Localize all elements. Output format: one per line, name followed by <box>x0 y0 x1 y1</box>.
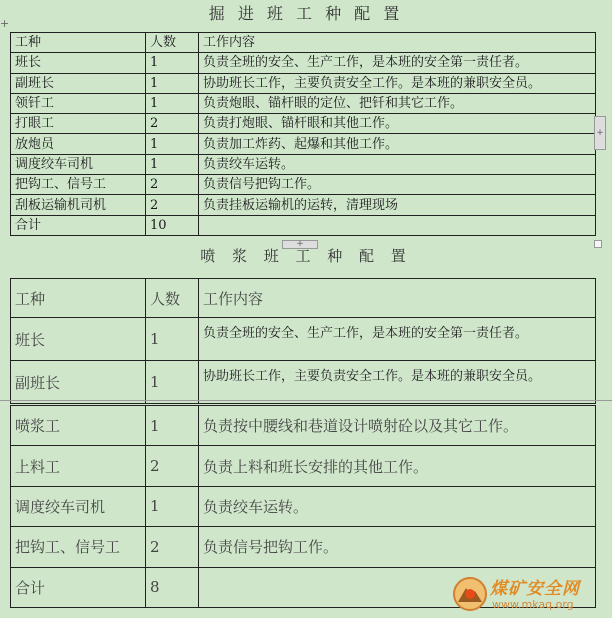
cell-job-type: 领钎工 <box>11 93 146 113</box>
mine-logo-icon <box>452 576 488 612</box>
watermark-logo <box>452 572 602 616</box>
cell-job-type: 班长 <box>11 53 146 73</box>
table-row <box>11 93 596 113</box>
cell-headcount: 8 <box>146 567 199 607</box>
table-header-row <box>11 33 596 53</box>
table-header-row <box>11 279 596 318</box>
cell-job-type: 副班长 <box>11 361 146 404</box>
section1-title: 掘 进 班 工 种 配 置 <box>208 4 404 23</box>
header-cell-duty: 工作内容 <box>199 279 596 318</box>
cell-job-type: 把钩工、信号工 <box>11 527 146 567</box>
cell-headcount: 1 <box>146 154 199 174</box>
cell-duty: 负责上料和班长安排的其他工作。 <box>199 446 596 486</box>
cell-headcount: 2 <box>146 175 199 195</box>
cell-job-type: 调度绞车司机 <box>11 486 146 526</box>
watermark-brand: 煤矿安全网 <box>490 579 580 599</box>
cell-headcount: 1 <box>146 93 199 113</box>
cell-job-type: 打眼工 <box>11 114 146 134</box>
cell-job-type: 合计 <box>11 567 146 607</box>
cell-headcount: 1 <box>146 73 199 93</box>
cell-headcount: 1 <box>146 134 199 154</box>
table-move-handle-icon[interactable]: + <box>0 17 10 30</box>
cell-headcount: 2 <box>146 527 199 567</box>
excavation-team-table <box>10 32 596 236</box>
add-row-handle-icon[interactable]: + <box>282 240 318 249</box>
cell-headcount: 1 <box>146 361 199 404</box>
cell-duty: 负责加工炸药、起爆和其他工作。 <box>199 134 596 154</box>
section2-title: 喷 浆 班 工 种 配 置 <box>200 247 412 265</box>
cell-headcount: 2 <box>146 114 199 134</box>
table-row <box>11 446 596 486</box>
cell-headcount: 10 <box>146 215 199 235</box>
cell-duty: 负责绞车运转。 <box>199 154 596 174</box>
cell-duty: 负责挂板运输机的运转，清理现场 <box>199 195 596 215</box>
table-row <box>11 134 596 154</box>
cell-duty: 负责全班的安全、生产工作，是本班的安全第一责任者。 <box>199 318 596 361</box>
cell-headcount: 1 <box>146 318 199 361</box>
cell-headcount: 1 <box>146 53 199 73</box>
cell-job-type: 合计 <box>11 215 146 235</box>
cell-headcount: 1 <box>146 486 199 526</box>
cell-headcount: 2 <box>146 446 199 486</box>
table-row <box>11 73 596 93</box>
page-break-line <box>0 400 612 401</box>
cell-headcount: 1 <box>146 406 199 446</box>
table-row <box>11 154 596 174</box>
table-resize-handle-icon[interactable]: + <box>594 116 606 150</box>
cell-headcount: 2 <box>146 195 199 215</box>
cell-job-type: 放炮员 <box>11 134 146 154</box>
table-row <box>11 175 596 195</box>
shotcrete-team-table-top <box>10 278 596 404</box>
cell-job-type: 喷浆工 <box>11 406 146 446</box>
header-cell-type: 工种 <box>11 279 146 318</box>
cell-duty: 负责按中腰线和巷道设计喷射砼以及其它工作。 <box>199 406 596 446</box>
cell-job-type: 把钩工、信号工 <box>11 175 146 195</box>
cell-duty: 负责绞车运转。 <box>199 486 596 526</box>
table-row <box>11 318 596 361</box>
table-row <box>11 527 596 567</box>
watermark-url: www.mkaq.org <box>492 598 574 611</box>
header-cell-count: 人数 <box>146 33 199 53</box>
cell-job-type: 调度绞车司机 <box>11 154 146 174</box>
header-cell-duty: 工作内容 <box>199 33 596 53</box>
cell-job-type: 班长 <box>11 318 146 361</box>
cell-duty: 负责打炮眼、锚杆眼和其他工作。 <box>199 114 596 134</box>
table-row <box>11 53 596 73</box>
cell-job-type: 副班长 <box>11 73 146 93</box>
table-row <box>11 215 596 235</box>
cell-duty: 协助班长工作，主要负责安全工作。是本班的兼职安全员。 <box>199 361 596 404</box>
cell-job-type: 刮板运输机司机 <box>11 195 146 215</box>
cell-duty: 负责信号把钩工作。 <box>199 175 596 195</box>
cell-duty: 负责信号把钩工作。 <box>199 527 596 567</box>
table-row <box>11 195 596 215</box>
cell-duty: 负责炮眼、锚杆眼的定位、把钎和其它工作。 <box>199 93 596 113</box>
header-cell-count: 人数 <box>146 279 199 318</box>
cell-duty: 协助班长工作，主要负责安全工作。是本班的兼职安全员。 <box>199 73 596 93</box>
table-row <box>11 486 596 526</box>
cell-duty: 负责全班的安全、生产工作，是本班的安全第一责任者。 <box>199 53 596 73</box>
table-row <box>11 406 596 446</box>
table-row <box>11 114 596 134</box>
cell-duty <box>199 215 596 235</box>
header-cell-type: 工种 <box>11 33 146 53</box>
table-row <box>11 361 596 404</box>
cell-job-type: 上料工 <box>11 446 146 486</box>
